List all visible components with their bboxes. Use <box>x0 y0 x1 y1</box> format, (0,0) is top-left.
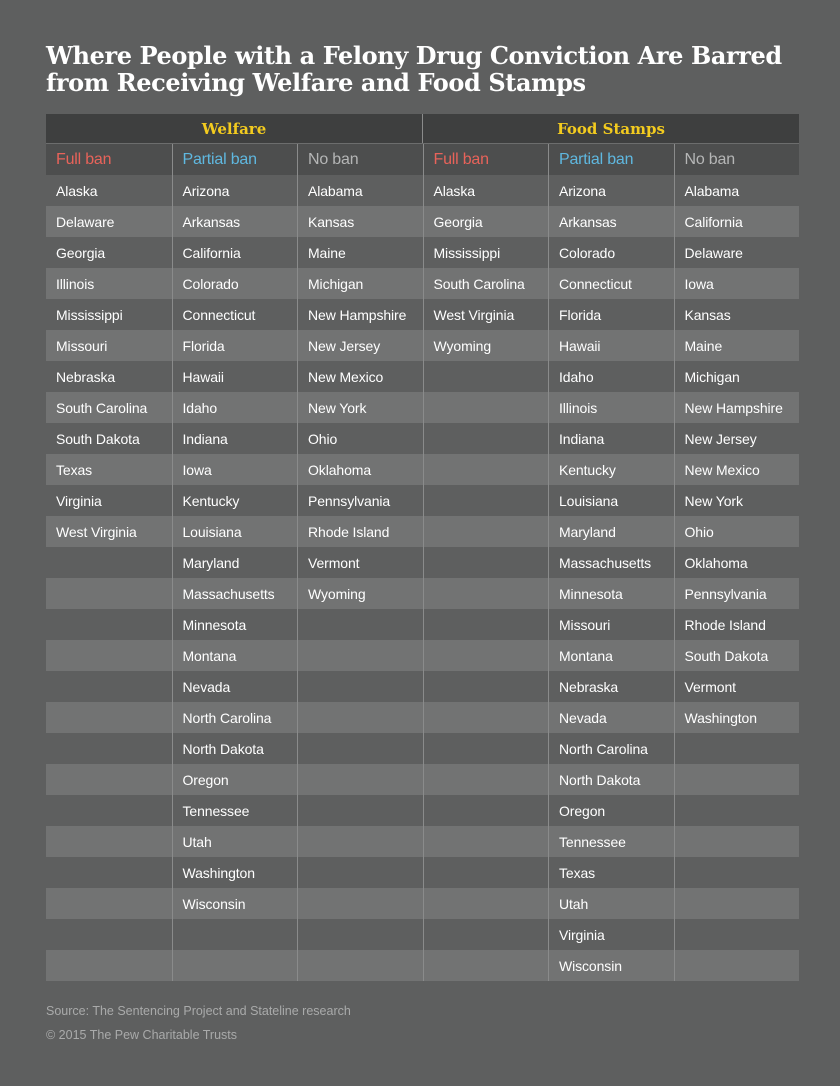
state-cell <box>423 516 549 547</box>
state-cell <box>46 826 172 857</box>
state-cell: Tennessee <box>548 826 674 857</box>
state-cell: Nevada <box>172 671 298 702</box>
state-cell: Indiana <box>548 423 674 454</box>
table-row <box>46 733 799 764</box>
state-cell: Indiana <box>172 423 298 454</box>
table-body <box>46 175 799 981</box>
state-cell: Kansas <box>297 206 423 237</box>
state-cell: Vermont <box>297 547 423 578</box>
state-cell <box>423 795 549 826</box>
food-stamps-full-ban-header: Full ban <box>423 144 549 175</box>
state-cell <box>297 671 423 702</box>
state-cell: Hawaii <box>548 330 674 361</box>
copyright-note: © 2015 The Pew Charitable Trusts <box>46 1028 238 1042</box>
state-cell <box>297 640 423 671</box>
state-cell: Virginia <box>548 919 674 950</box>
state-cell <box>46 888 172 919</box>
state-cell: California <box>674 206 800 237</box>
state-cell: Minnesota <box>172 609 298 640</box>
state-cell: New Hampshire <box>674 392 800 423</box>
state-cell: Nebraska <box>548 671 674 702</box>
state-cell <box>46 609 172 640</box>
state-cell: Louisiana <box>548 485 674 516</box>
state-cell <box>46 547 172 578</box>
table-row <box>46 454 799 485</box>
state-cell <box>423 578 549 609</box>
state-cell: South Carolina <box>423 268 549 299</box>
state-cell <box>423 826 549 857</box>
state-cell: New York <box>297 392 423 423</box>
state-cell <box>46 671 172 702</box>
state-cell: Kansas <box>674 299 800 330</box>
table-row <box>46 609 799 640</box>
state-cell: Minnesota <box>548 578 674 609</box>
table-row <box>46 361 799 392</box>
table-row <box>46 206 799 237</box>
table-row <box>46 826 799 857</box>
state-cell <box>46 764 172 795</box>
state-cell: Alaska <box>56 182 98 199</box>
welfare-no-ban-header: No ban <box>297 144 423 175</box>
state-cell: Massachusetts <box>172 578 298 609</box>
state-cell: Maryland <box>172 547 298 578</box>
table-row <box>46 919 799 950</box>
state-cell <box>297 857 423 888</box>
food-stamps-no-ban-header: No ban <box>674 144 800 175</box>
state-cell <box>172 919 298 950</box>
state-cell: Texas <box>548 857 674 888</box>
state-cell: South Carolina <box>56 399 148 416</box>
table-row <box>46 516 799 547</box>
state-cell: Nebraska <box>56 368 116 385</box>
state-cell: Florida <box>548 299 674 330</box>
state-cell: Oklahoma <box>297 454 423 485</box>
state-cell <box>674 857 800 888</box>
state-cell <box>423 609 549 640</box>
state-cell: Montana <box>172 640 298 671</box>
state-cell: Washington <box>674 702 800 733</box>
source-note: Source: The Sentencing Project and Stateline research <box>46 1004 351 1018</box>
state-cell <box>423 950 549 981</box>
state-cell: Connecticut <box>548 268 674 299</box>
state-cell: Montana <box>548 640 674 671</box>
table-row <box>46 237 799 268</box>
state-cell: West Virginia <box>56 523 137 540</box>
state-cell: Mississippi <box>56 306 123 323</box>
state-cell: Maryland <box>548 516 674 547</box>
state-cell <box>674 795 800 826</box>
state-cell <box>674 888 800 919</box>
state-cell: North Carolina <box>548 733 674 764</box>
table-row <box>46 578 799 609</box>
table-row <box>46 299 799 330</box>
state-cell: Oregon <box>548 795 674 826</box>
group-header-row <box>46 114 799 143</box>
table-row <box>46 423 799 454</box>
table-row <box>46 547 799 578</box>
state-cell: Arizona <box>172 175 298 206</box>
table-row <box>46 795 799 826</box>
state-cell: Iowa <box>674 268 800 299</box>
state-cell: Ohio <box>297 423 423 454</box>
state-cell: Louisiana <box>172 516 298 547</box>
state-cell: Arkansas <box>172 206 298 237</box>
state-cell <box>423 671 549 702</box>
state-cell: Texas <box>56 461 93 478</box>
state-cell: Iowa <box>172 454 298 485</box>
table-row <box>46 268 799 299</box>
state-cell: South Dakota <box>56 430 140 447</box>
state-cell: Alabama <box>674 175 800 206</box>
table-row <box>46 485 799 516</box>
state-cell: Illinois <box>56 275 95 292</box>
state-cell <box>297 702 423 733</box>
state-cell <box>423 361 549 392</box>
state-cell: Rhode Island <box>297 516 423 547</box>
state-cell: Missouri <box>548 609 674 640</box>
state-cell <box>46 795 172 826</box>
state-cell: Massachusetts <box>548 547 674 578</box>
state-cell <box>46 857 172 888</box>
state-cell: Michigan <box>297 268 423 299</box>
state-cell <box>423 454 549 485</box>
state-cell: New Jersey <box>297 330 423 361</box>
column-header-row <box>46 143 799 175</box>
state-cell: Idaho <box>548 361 674 392</box>
state-cell: Tennessee <box>172 795 298 826</box>
table-row <box>46 857 799 888</box>
state-cell: New York <box>674 485 800 516</box>
state-cell <box>423 733 549 764</box>
state-cell: Colorado <box>172 268 298 299</box>
state-cell: Hawaii <box>172 361 298 392</box>
state-cell: Oklahoma <box>674 547 800 578</box>
state-cell <box>46 702 172 733</box>
state-cell: Colorado <box>548 237 674 268</box>
state-cell: Maine <box>674 330 800 361</box>
state-cell: Wisconsin <box>172 888 298 919</box>
state-cell: West Virginia <box>423 299 549 330</box>
state-cell: Mississippi <box>423 237 549 268</box>
state-cell <box>46 919 172 950</box>
state-cell <box>423 919 549 950</box>
state-cell <box>46 733 172 764</box>
state-cell <box>297 795 423 826</box>
ban-table <box>46 114 799 981</box>
state-cell: Kentucky <box>172 485 298 516</box>
title-line-1: Where People with a Felony Drug Conviction Are Barred <box>46 41 782 70</box>
state-cell <box>423 547 549 578</box>
state-cell: Connecticut <box>172 299 298 330</box>
state-cell <box>674 919 800 950</box>
state-cell <box>423 857 549 888</box>
state-cell: New Mexico <box>297 361 423 392</box>
state-cell <box>674 950 800 981</box>
table-row <box>46 950 799 981</box>
state-cell: North Carolina <box>172 702 298 733</box>
state-cell: Georgia <box>56 244 106 261</box>
state-cell <box>172 950 298 981</box>
state-cell: Rhode Island <box>674 609 800 640</box>
food-stamps-partial-ban-header: Partial ban <box>548 144 674 175</box>
state-cell: Alaska <box>423 175 549 206</box>
state-cell: Vermont <box>674 671 800 702</box>
table-row <box>46 888 799 919</box>
state-cell: Arizona <box>548 175 674 206</box>
state-cell: North Dakota <box>548 764 674 795</box>
state-cell: Wisconsin <box>548 950 674 981</box>
state-cell <box>46 640 172 671</box>
state-cell <box>423 423 549 454</box>
state-cell: Pennsylvania <box>674 578 800 609</box>
welfare-partial-ban-header: Partial ban <box>172 144 298 175</box>
state-cell <box>297 888 423 919</box>
state-cell: Georgia <box>423 206 549 237</box>
state-cell: Kentucky <box>548 454 674 485</box>
state-cell <box>423 485 549 516</box>
state-cell <box>297 919 423 950</box>
state-cell: Utah <box>172 826 298 857</box>
state-cell: Delaware <box>56 213 115 230</box>
state-cell <box>423 392 549 423</box>
state-cell <box>297 609 423 640</box>
state-cell: Idaho <box>172 392 298 423</box>
group-welfare: Welfare <box>201 119 267 138</box>
table-row <box>46 702 799 733</box>
state-cell <box>674 826 800 857</box>
state-cell <box>423 888 549 919</box>
title-line-2: from Receiving Welfare and Food Stamps <box>46 68 586 97</box>
state-cell <box>423 640 549 671</box>
state-cell <box>297 733 423 764</box>
group-food-stamps: Food Stamps <box>422 114 799 143</box>
state-cell: New Jersey <box>674 423 800 454</box>
state-cell: Florida <box>172 330 298 361</box>
table-row <box>46 671 799 702</box>
state-cell: North Dakota <box>172 733 298 764</box>
state-cell: Missouri <box>56 337 108 354</box>
state-cell: Nevada <box>548 702 674 733</box>
state-cell <box>297 950 423 981</box>
state-cell <box>674 764 800 795</box>
state-cell: Wyoming <box>297 578 423 609</box>
state-cell: Delaware <box>674 237 800 268</box>
state-cell: Arkansas <box>548 206 674 237</box>
state-cell: Pennsylvania <box>297 485 423 516</box>
state-cell: New Hampshire <box>297 299 423 330</box>
welfare-full-ban-header: Full ban <box>56 150 112 168</box>
page-title <box>46 42 806 96</box>
state-cell: Michigan <box>674 361 800 392</box>
state-cell: Illinois <box>548 392 674 423</box>
state-cell: Maine <box>297 237 423 268</box>
state-cell: New Mexico <box>674 454 800 485</box>
table-row <box>46 640 799 671</box>
state-cell: Oregon <box>172 764 298 795</box>
table-row <box>46 330 799 361</box>
state-cell <box>423 702 549 733</box>
table-row <box>46 392 799 423</box>
state-cell <box>46 950 172 981</box>
state-cell: Alabama <box>297 175 423 206</box>
state-cell: Washington <box>172 857 298 888</box>
state-cell: South Dakota <box>674 640 800 671</box>
state-cell <box>674 733 800 764</box>
state-cell <box>46 578 172 609</box>
state-cell <box>297 826 423 857</box>
state-cell: Ohio <box>674 516 800 547</box>
state-cell: Utah <box>548 888 674 919</box>
table-row <box>46 175 799 206</box>
state-cell: Wyoming <box>423 330 549 361</box>
state-cell: California <box>172 237 298 268</box>
state-cell <box>423 764 549 795</box>
state-cell <box>297 764 423 795</box>
state-cell: Virginia <box>56 492 102 509</box>
table-row <box>46 764 799 795</box>
